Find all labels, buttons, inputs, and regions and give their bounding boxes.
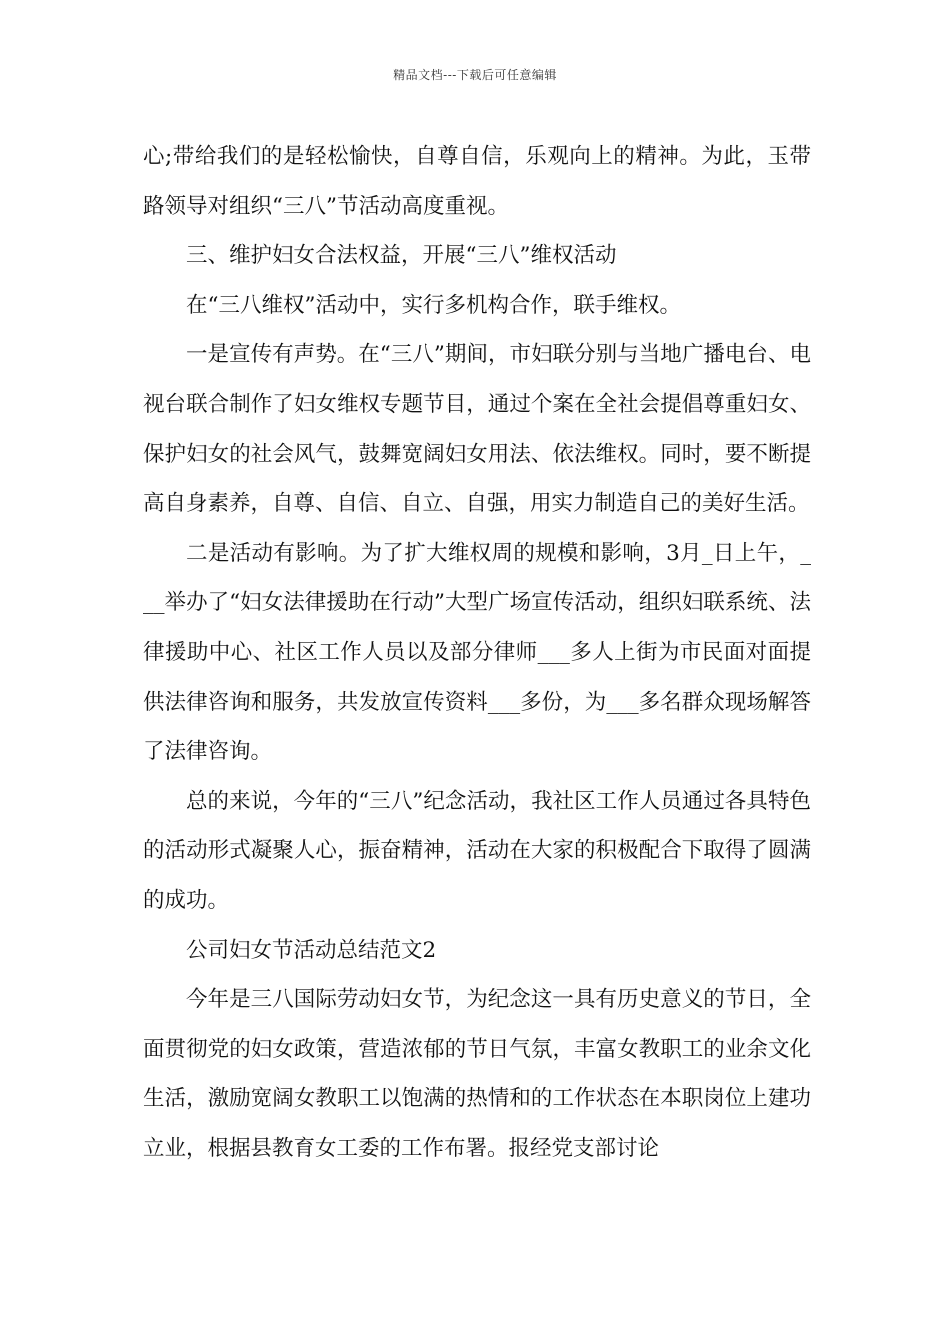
paragraph-intro: 在“三八维权”活动中，实行多机构合作，联手维权。 — [186, 292, 681, 318]
paragraph-publicity: 一是宣传有声势。在“三八”期间，市妇联分别与当地广播电台、电视台联合制作了妇女维权专题节目，通过个案在全社会提倡尊重妇女、保护妇女的社会风气，鼓舞宽阔妇女用法、依法维权。同时，要不断提高自身素养，自尊、自信、自立、自强，用实力制造自己的美好生活。 — [143, 342, 811, 517]
paragraph-activity-impact: 二是活动有影响。为了扩大维权周的规模和影响，3月_日上午，___举办了“妇女法律援助在行动”大型广场宣传活动，组织妇联系统、法律援助中心、社区工作人员以及部分律师___多人上街为市民面对面提供法律咨询和服务，共发放宣传资料___多份，为___多名群众现场解答了法律咨询。 — [143, 540, 811, 765]
page-header: 精品文档---下载后可任意编辑 — [393, 68, 557, 82]
paragraph-opening-2: 今年是三八国际劳动妇女节，为纪念这一具有历史意义的节日，全面贯彻党的妇女政策，营造浓郁的节日气氛，丰富女教职工的业余文化生活，激励宽阔女教职工以饱满的热情和的工作状态在本职岗位上建功立业，根据县教育女工委的工作布署。报经党支部讨论 — [143, 987, 811, 1161]
document-body — [143, 132, 811, 1173]
section-heading-3: 三、维护妇女合法权益，开展“三八”维权活动 — [186, 243, 617, 269]
section-title-2: 公司妇女节活动总结范文2 — [186, 937, 437, 963]
paragraph-continuation: 心;带给我们的是轻松愉快，自尊自信，乐观向上的精神。为此，玉带路领导对组织“三八”节活动高度重视。 — [143, 144, 811, 219]
paragraph-summary: 总的来说，今年的“三八”纪念活动，我社区工作人员通过各具特色的活动形式凝聚人心，振奋精神，活动在大家的积极配合下取得了圆满的成功。 — [143, 788, 811, 913]
